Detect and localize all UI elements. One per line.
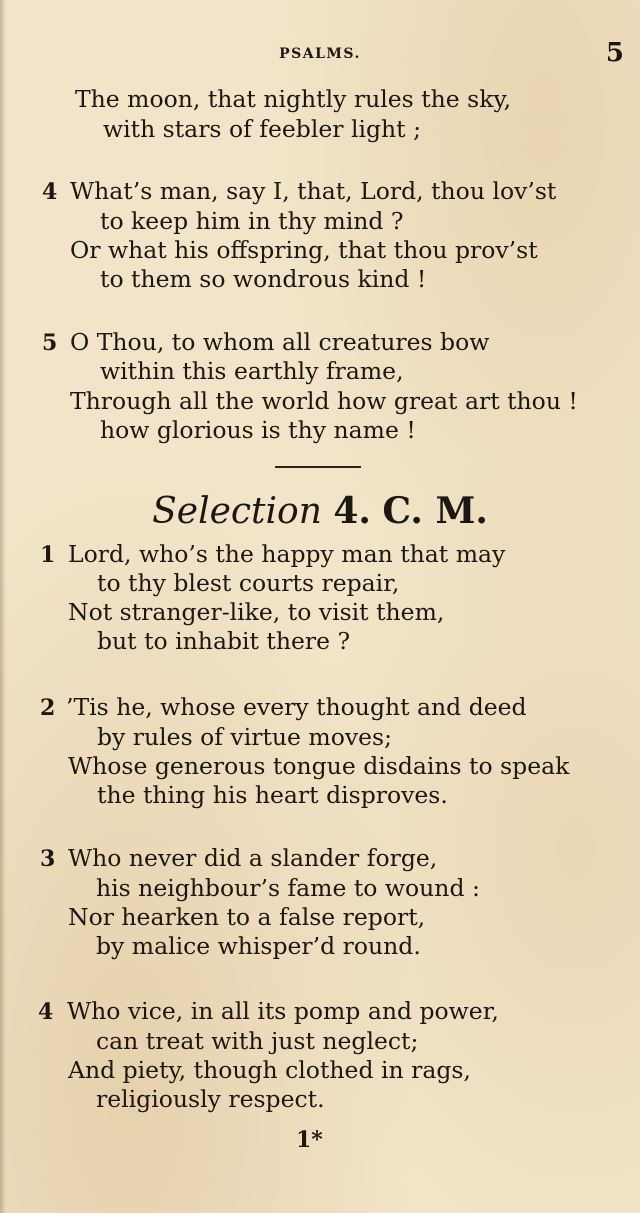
stanza-line: Whose generous tongue disdains to speak xyxy=(68,752,570,780)
stanza-line: to thy blest courts repair, xyxy=(97,569,400,597)
running-title: PSALMS. xyxy=(279,46,361,62)
stanza-line: religiously respect. xyxy=(96,1085,325,1113)
stanza-line: Nor hearken to a false report, xyxy=(68,903,426,931)
stanza-line: but to inhabit there ? xyxy=(97,627,351,655)
stanza-number: 2 xyxy=(40,695,56,721)
stanza-line: the thing his heart disproves. xyxy=(97,781,448,809)
section-divider xyxy=(275,466,361,468)
selection-number: 4. xyxy=(333,490,371,532)
selection-label: Selection xyxy=(152,491,322,532)
stanza-line: within this earthly frame, xyxy=(100,357,404,385)
stanza-line: by rules of virtue moves; xyxy=(97,723,393,751)
stanza-line: Or what his offspring, that thou prov’st xyxy=(70,236,538,264)
stanza-number: 4 xyxy=(38,999,54,1025)
signature-mark: 1* xyxy=(296,1127,323,1153)
stanza-line: Who never did a slander forge, xyxy=(68,844,438,872)
stanza-line: ’Tis he, whose every thought and deed xyxy=(66,693,527,721)
stanza-line: Through all the world how great art thou ! xyxy=(70,387,578,415)
page-edge-shadow xyxy=(0,0,6,1213)
stanza-line: Not stranger-like, to visit them, xyxy=(68,598,445,626)
stanza-number: 5 xyxy=(42,330,58,356)
selection-heading xyxy=(0,490,640,532)
continuation-line: with stars of feebler light ; xyxy=(103,115,421,143)
stanza-line: Lord, who’s the happy man that may xyxy=(68,540,506,568)
stanza-line: his neighbour’s fame to wound : xyxy=(96,874,480,902)
selection-meter: C. M. xyxy=(382,490,488,532)
stanza-line: O Thou, to whom all creatures bow xyxy=(70,328,490,356)
stanza-line: can treat with just neglect; xyxy=(96,1027,419,1055)
stanza-line: to keep him in thy mind ? xyxy=(100,207,404,235)
stanza-line: to them so wondrous kind ! xyxy=(100,265,427,293)
stanza-line: And piety, though clothed in rags, xyxy=(68,1056,471,1084)
stanza-line: Who vice, in all its pomp and power, xyxy=(67,997,499,1025)
stanza-line: how glorious is thy name ! xyxy=(100,416,416,444)
page-number: 5 xyxy=(605,38,624,68)
stanza-number: 3 xyxy=(40,846,56,872)
stanza-number: 1 xyxy=(40,542,56,568)
stanza-number: 4 xyxy=(42,179,58,205)
continuation-line: The moon, that nightly rules the sky, xyxy=(75,85,512,113)
stanza-line: by malice whisper’d round. xyxy=(96,932,421,960)
stanza-line: What’s man, say I, that, Lord, thou lov’st xyxy=(70,177,557,205)
